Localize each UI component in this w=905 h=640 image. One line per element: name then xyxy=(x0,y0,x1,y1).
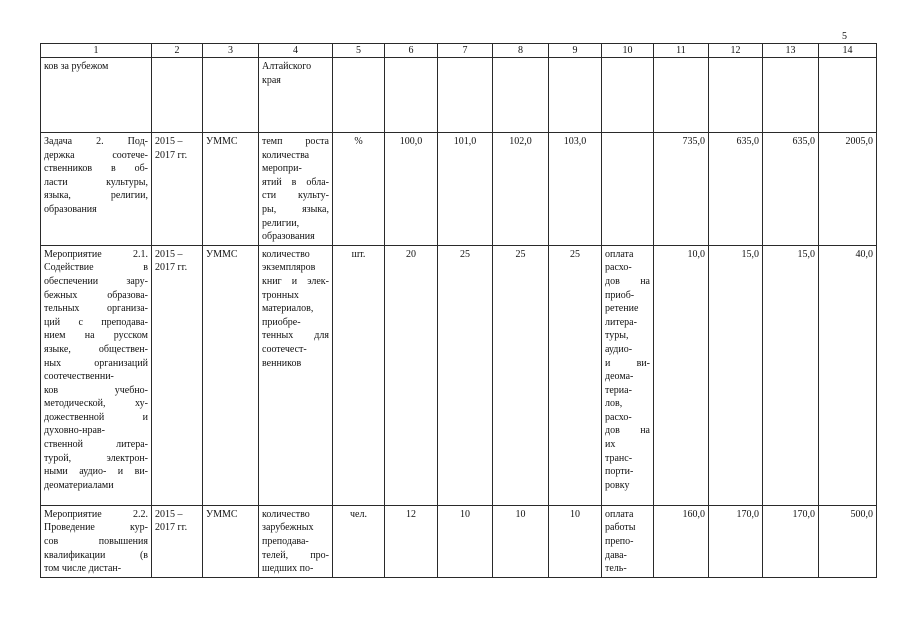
text-line: работы xyxy=(605,522,636,534)
text-line: лов, xyxy=(605,398,623,410)
text-line: аудио- xyxy=(605,343,633,355)
expense-direction-cell xyxy=(602,245,654,505)
text-line: ственной литера- xyxy=(44,439,148,451)
text-line: дов на xyxy=(605,275,650,287)
text-line: темп роста xyxy=(262,136,329,147)
funding-2017: 635,0 xyxy=(763,133,819,246)
period-cell xyxy=(152,505,203,577)
funding-total: 40,0 xyxy=(819,245,877,505)
text-line: зарубежных xyxy=(262,522,314,534)
period-cell xyxy=(152,133,203,246)
funding-2016: 170,0 xyxy=(709,505,763,577)
text-line: дожественной и xyxy=(44,411,148,423)
indicator-cell xyxy=(259,505,333,577)
text-line: ласти культуры, xyxy=(44,176,148,188)
text-line: сов повышения xyxy=(44,535,148,547)
indicator-value-2017: 25 xyxy=(493,245,549,505)
text-line: ков за рубежом xyxy=(44,61,109,72)
text-line: 2017 гг. xyxy=(155,522,188,534)
text-line: Содействие в xyxy=(44,262,148,274)
indicator-value-2017 xyxy=(493,58,549,133)
expense-direction-cell xyxy=(602,505,654,577)
text-line: териа- xyxy=(605,384,632,396)
text-line: тенных для xyxy=(262,330,329,342)
page-number: 5 xyxy=(842,31,847,42)
header-cell: 1 xyxy=(41,44,152,58)
indicator-cell xyxy=(259,133,333,246)
header-cell: 4 xyxy=(259,44,333,58)
text-line: экземпляров xyxy=(262,262,316,274)
indicator-value-2018: 25 xyxy=(549,245,602,505)
text-line: телей, про- xyxy=(262,549,329,561)
text-line: расхо- xyxy=(605,262,632,274)
measure-name-cell xyxy=(41,58,152,133)
unit-cell xyxy=(333,58,385,133)
text-line: ятий в обла- xyxy=(262,176,329,188)
text-line: порти- xyxy=(605,466,634,478)
text-line: языке, обществен- xyxy=(44,343,148,355)
text-line: тронных xyxy=(262,289,299,301)
indicator-value-2015: 12 xyxy=(385,505,438,577)
measure-name-cell xyxy=(41,505,152,577)
text-line: количество xyxy=(262,248,310,260)
text-line: их xyxy=(605,439,616,451)
text-line: тельных организа- xyxy=(44,303,148,315)
text-line: турой, электрон- xyxy=(44,452,148,464)
text-line: Мероприятие 2.2. xyxy=(44,508,148,520)
text-line: меропри- xyxy=(262,163,302,175)
text-line: образования xyxy=(44,203,97,215)
text-line: духовно-нрав- xyxy=(44,425,105,437)
text-line: методической, ху- xyxy=(44,398,148,410)
text-line: дава- xyxy=(605,549,627,561)
text-line: книг и элек- xyxy=(262,275,329,287)
text-line: приоб- xyxy=(605,289,635,301)
period-cell xyxy=(152,245,203,505)
text-line: соотечест- xyxy=(262,343,307,355)
header-cell: 14 xyxy=(819,44,877,58)
indicator-value-2015 xyxy=(385,58,438,133)
table-row xyxy=(41,505,877,577)
text-line: транс- xyxy=(605,452,633,464)
text-line: ры, языка, xyxy=(262,203,329,215)
text-line: держка соотече- xyxy=(44,149,148,161)
text-line: ретение xyxy=(605,303,639,315)
header-cell: 9 xyxy=(549,44,602,58)
funding-2016 xyxy=(709,58,763,133)
text-line: оплата xyxy=(605,248,634,260)
executor-cell: УММС xyxy=(203,245,259,505)
text-line: края xyxy=(262,74,281,86)
indicator-value-2017: 10 xyxy=(493,505,549,577)
indicator-value-2016: 101,0 xyxy=(438,133,493,246)
table-row xyxy=(41,245,877,505)
indicator-value-2016: 10 xyxy=(438,505,493,577)
text-line: венников xyxy=(262,357,302,369)
text-line: Проведение кур- xyxy=(44,522,148,534)
text-line: обеспечении зару- xyxy=(44,275,148,287)
header-cell: 2 xyxy=(152,44,203,58)
text-line: оплата xyxy=(605,508,634,520)
text-line: Алтайского xyxy=(262,61,312,72)
expense-direction-cell xyxy=(602,133,654,246)
funding-2017: 15,0 xyxy=(763,245,819,505)
text-line: 2017 гг. xyxy=(155,149,188,161)
text-line: образования xyxy=(262,231,315,243)
text-line: и ви- xyxy=(605,357,650,369)
indicator-cell xyxy=(259,58,333,133)
indicator-value-2018 xyxy=(549,58,602,133)
text-line: тель- xyxy=(605,563,627,575)
text-line: квалификации (в xyxy=(44,549,148,561)
text-line: 2015 – xyxy=(155,508,183,520)
text-line: дов на xyxy=(605,425,650,437)
text-line: материалов, xyxy=(262,303,314,315)
text-line: религии, xyxy=(262,217,300,229)
period-cell xyxy=(152,58,203,133)
table-row xyxy=(41,133,877,246)
funding-2015 xyxy=(654,58,709,133)
text-line: том числе дистан- xyxy=(44,563,122,575)
program-table xyxy=(40,43,877,578)
text-line: Мероприятие 2.1. xyxy=(44,248,148,260)
text-line: ными аудио- и ви- xyxy=(44,466,148,478)
text-line: ных организаций xyxy=(44,357,148,369)
text-line: соотечественни- xyxy=(44,371,114,383)
measure-name-cell xyxy=(41,133,152,246)
text-line: количество xyxy=(262,508,310,520)
indicator-value-2018: 10 xyxy=(549,505,602,577)
expense-direction-cell xyxy=(602,58,654,133)
header-row xyxy=(41,44,877,58)
header-cell: 10 xyxy=(602,44,654,58)
text-line: туры, xyxy=(605,330,629,342)
text-line: деоматериалами xyxy=(44,479,114,491)
funding-2015: 10,0 xyxy=(654,245,709,505)
executor-cell: УММС xyxy=(203,505,259,577)
text-line: количества xyxy=(262,149,310,161)
header-cell: 6 xyxy=(385,44,438,58)
indicator-cell xyxy=(259,245,333,505)
text-line: нием на русском xyxy=(44,330,148,342)
funding-2017: 170,0 xyxy=(763,505,819,577)
indicator-value-2015: 20 xyxy=(385,245,438,505)
text-line: 2015 – xyxy=(155,136,183,147)
unit-cell: чел. xyxy=(333,505,385,577)
funding-total: 2005,0 xyxy=(819,133,877,246)
unit-cell: шт. xyxy=(333,245,385,505)
text-line: расхо- xyxy=(605,411,632,423)
text-line: ственников в об- xyxy=(44,163,148,175)
executor-cell xyxy=(203,58,259,133)
text-line: Задача 2. Под- xyxy=(44,136,148,147)
text-line: деома- xyxy=(605,371,634,383)
table-row xyxy=(41,58,877,133)
funding-2015: 735,0 xyxy=(654,133,709,246)
funding-total: 500,0 xyxy=(819,505,877,577)
header-cell: 5 xyxy=(333,44,385,58)
indicator-value-2016: 25 xyxy=(438,245,493,505)
text-line: преподава- xyxy=(262,535,309,547)
indicator-value-2016 xyxy=(438,58,493,133)
text-line: 2015 – xyxy=(155,248,183,260)
funding-2016: 635,0 xyxy=(709,133,763,246)
funding-2016: 15,0 xyxy=(709,245,763,505)
header-cell: 11 xyxy=(654,44,709,58)
text-line: препо- xyxy=(605,535,634,547)
funding-total xyxy=(819,58,877,133)
header-cell: 12 xyxy=(709,44,763,58)
header-cell: 3 xyxy=(203,44,259,58)
indicator-value-2017: 102,0 xyxy=(493,133,549,246)
indicator-value-2018: 103,0 xyxy=(549,133,602,246)
text-line: приобре- xyxy=(262,316,301,328)
indicator-value-2015: 100,0 xyxy=(385,133,438,246)
text-line: литера- xyxy=(605,316,637,328)
header-cell: 13 xyxy=(763,44,819,58)
text-line: бежных образова- xyxy=(44,289,148,301)
table-body xyxy=(41,58,877,578)
text-line: 2017 гг. xyxy=(155,262,188,274)
header-cell: 7 xyxy=(438,44,493,58)
unit-cell: % xyxy=(333,133,385,246)
text-line: ровку xyxy=(605,479,630,491)
text-line: ков учебно- xyxy=(44,384,148,396)
text-line: сти культу- xyxy=(262,190,329,202)
header-cell: 8 xyxy=(493,44,549,58)
text-line: шедших по- xyxy=(262,563,314,575)
text-line: языка, религии, xyxy=(44,190,148,202)
executor-cell: УММС xyxy=(203,133,259,246)
text-line: ций с преподава- xyxy=(44,316,148,328)
funding-2017 xyxy=(763,58,819,133)
funding-2015: 160,0 xyxy=(654,505,709,577)
measure-name-cell xyxy=(41,245,152,505)
